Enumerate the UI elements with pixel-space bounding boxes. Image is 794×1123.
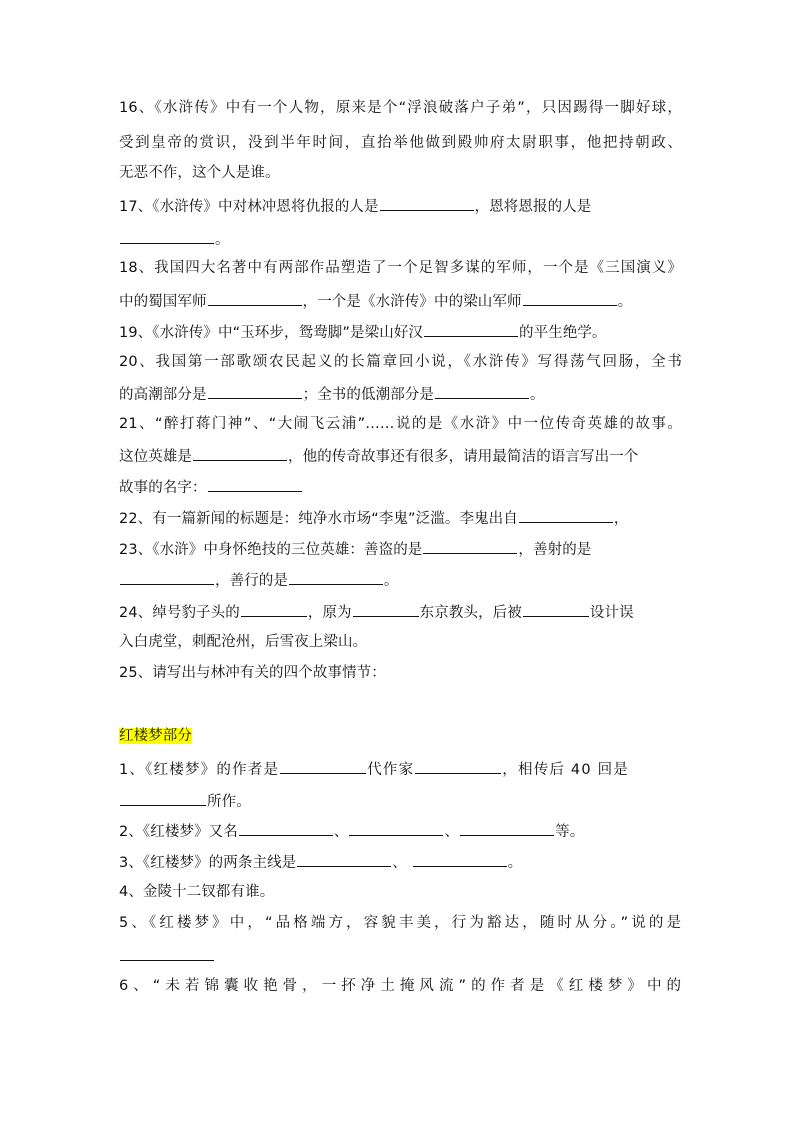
answer-blank[interactable] <box>208 290 302 306</box>
question-23-text-c: ，善行的是 <box>215 573 288 589</box>
question-20-line-2 <box>119 383 682 405</box>
question-17-text-a: 17、《水浒传》中对林冲恩将仇报的人是 <box>119 199 379 215</box>
hlm-question-3-text-c: 。 <box>507 855 523 871</box>
answer-blank[interactable] <box>280 758 366 774</box>
answer-blank[interactable] <box>523 290 617 306</box>
question-18-line-1: 18、我国四大名著中有两部作品塑造了一个足智多谋的军师，一个是《三国演义》 <box>119 260 682 276</box>
hlm-question-1-text-a: 1、《红楼梦》的作者是 <box>119 762 280 778</box>
answer-blank[interactable] <box>241 601 307 617</box>
question-16-line-2: 受到皇帝的赏识，没到半年时间，直抬举他做到殿帅府太尉职事，他把持朝政、 <box>119 135 682 151</box>
question-16-line-3: 无恶不作，这个人是谁。 <box>119 165 280 181</box>
answer-blank[interactable] <box>353 601 419 617</box>
answer-blank[interactable] <box>120 569 214 585</box>
question-18-line-2 <box>119 290 682 312</box>
answer-blank[interactable] <box>460 820 554 836</box>
hlm-question-2-text-c: 、 <box>444 824 460 840</box>
answer-blank[interactable] <box>380 195 474 211</box>
hlm-question-3-text-b: 、 <box>392 855 407 871</box>
hlm-question-1-text-c: ，相传后 40 回是 <box>502 762 629 778</box>
question-17-text-b: ，恩将恩报的人是 <box>474 199 592 215</box>
answer-blank[interactable] <box>413 851 507 867</box>
hlm-question-6-line-1: 6、“未若锦囊收艳骨，一抔净土掩风流”的作者是《红楼梦》中的 <box>119 978 682 994</box>
question-16-line-1: 16、《水浒传》中有一个人物，原来是个“浮浪破落户子弟”，只因踢得一脚好球， <box>119 100 682 116</box>
hlm-question-2-text-d: 等。 <box>555 824 585 840</box>
question-22 <box>119 507 682 529</box>
question-22-text-b: ， <box>613 511 629 527</box>
question-20-line-1: 20、我国第一部歌颂农民起义的长篇章回小说，《水浒传》写得荡气回肠，全书 <box>119 354 682 370</box>
question-20-text-c: 。 <box>530 387 545 403</box>
answer-blank[interactable] <box>415 758 501 774</box>
question-17-line-1 <box>119 195 682 217</box>
hlm-question-3-text-a: 3、《红楼梦》的两条主线是 <box>119 855 297 871</box>
answer-blank[interactable] <box>120 945 214 961</box>
answer-blank[interactable] <box>423 538 517 554</box>
answer-blank[interactable] <box>349 820 443 836</box>
question-19-text-a: 19、《水浒传》中“玉环步，鸳鸯脚”是梁山好汉 <box>119 325 424 341</box>
hlm-question-2-text-a: 2、《红楼梦》又名 <box>119 824 238 840</box>
answer-blank[interactable] <box>120 790 206 806</box>
hlm-question-2-text-b: 、 <box>333 824 349 840</box>
answer-blank[interactable] <box>193 445 287 461</box>
hlm-question-5-line-2 <box>119 945 682 967</box>
section-title <box>119 726 682 746</box>
question-21-text-b: ，他的传奇故事还有很多，请用最简洁的语言写出一个 <box>288 449 639 465</box>
answer-blank[interactable] <box>523 601 589 617</box>
hlm-question-2 <box>119 820 682 842</box>
question-23-text-b: ，善射的是 <box>518 542 592 558</box>
question-17-text-c: 。 <box>215 232 230 248</box>
question-24-text-b: ，原为 <box>307 605 352 621</box>
answer-blank[interactable] <box>239 820 333 836</box>
question-23-text-a: 23、《水浒》中身怀绝技的三位英雄：善盗的是 <box>119 542 423 558</box>
answer-blank[interactable] <box>424 321 518 337</box>
question-20-text-b: ；全书的低潮部分是 <box>302 387 435 403</box>
question-18-text-a: 中的蜀国军师 <box>119 294 207 310</box>
hlm-question-3 <box>119 851 682 873</box>
question-22-text-a: 22、有一篇新闻的标题是：纯净水市场“李鬼”泛滥。李鬼出自 <box>119 511 518 527</box>
question-21-line-3 <box>119 476 682 498</box>
question-24-text-d: 设计误 <box>589 605 634 621</box>
hlm-question-1-line-1 <box>119 758 682 780</box>
hlm-question-5-line-1: 5、《红楼梦》中，“品格端方，容貌丰美，行为豁达，随时从分。”说的是 <box>119 915 682 931</box>
hlm-question-4: 4、金陵十二钗都有谁。 <box>119 884 275 900</box>
question-21-text-a: 这位英雄是 <box>119 449 192 465</box>
question-18-text-b: ，一个是《水浒传》中的梁山军师 <box>302 294 522 310</box>
question-17-line-2 <box>119 228 682 250</box>
answer-blank[interactable] <box>435 383 529 399</box>
question-24-line-2: 入白虎堂，刺配沧州，后雪夜上梁山。 <box>119 634 368 650</box>
answer-blank[interactable] <box>208 383 302 399</box>
question-20-text-a: 的高潮部分是 <box>119 387 207 403</box>
hlm-question-1-text-d: 所作。 <box>207 794 251 810</box>
section-title-text: 红楼梦部分 <box>119 728 192 744</box>
question-19 <box>119 321 682 343</box>
question-23-line-1 <box>119 538 682 560</box>
question-23-text-d: 。 <box>384 573 399 589</box>
question-21-line-1: 21、“醉打蒋门神”、“大闹飞云浦”……说的是《水浒》中一位传奇英雄的故事。 <box>119 416 682 432</box>
question-21-text-c: 故事的名字： <box>119 480 207 496</box>
question-24-text-a: 24、绰号豹子头的 <box>119 605 240 621</box>
question-23-line-2 <box>119 569 682 591</box>
question-19-text-b: 的平生绝学。 <box>519 325 607 341</box>
answer-blank[interactable] <box>120 228 214 244</box>
answer-blank[interactable] <box>208 476 302 492</box>
answer-blank[interactable] <box>289 569 383 585</box>
hlm-question-1-text-b: 代作家 <box>367 762 415 778</box>
hlm-question-1-line-2 <box>119 790 682 812</box>
question-24-line-1 <box>119 601 682 623</box>
question-25: 25、请写出与林冲有关的四个故事情节： <box>119 665 386 681</box>
answer-blank[interactable] <box>297 851 391 867</box>
answer-blank[interactable] <box>519 507 613 523</box>
question-21-line-2 <box>119 445 682 467</box>
question-24-text-c: 东京教头，后被 <box>419 605 522 621</box>
question-18-text-c: 。 <box>617 294 633 310</box>
